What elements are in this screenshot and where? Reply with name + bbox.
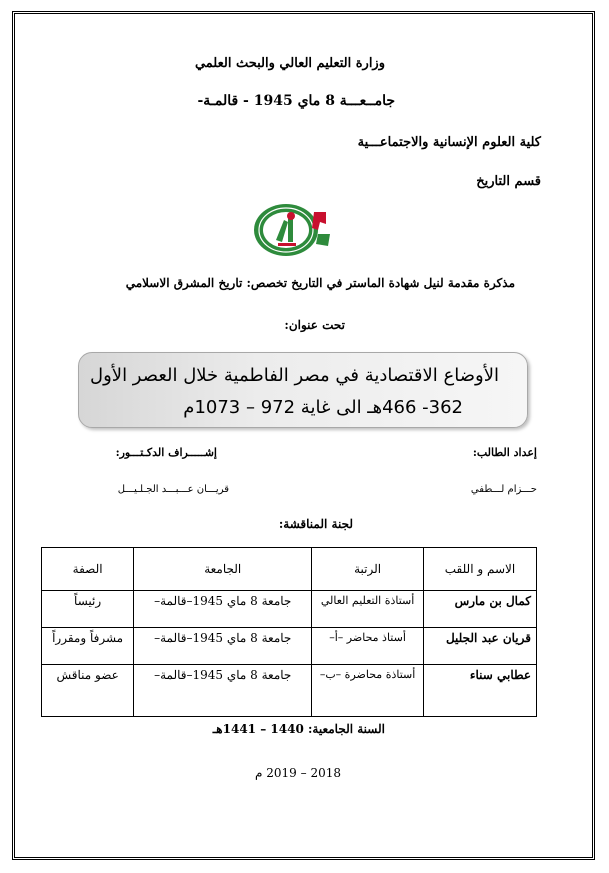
supervisor-name: قريـــان عـــبـــد الجـلـيـــل <box>117 484 229 495</box>
header-university: الجامعة <box>134 548 312 591</box>
header-rank: الرتبة <box>312 548 424 591</box>
under-title-label: تحت عنوان: <box>284 318 345 332</box>
university-line: جامــعـــة 8 ماي 1945 - قالمـة- <box>197 93 395 109</box>
thesis-purpose: مذكرة مقدمة لنيل شهادة الماستر في التاريخ تخصص: تاريخ المشرق الاسلامي <box>125 276 515 290</box>
committee-table <box>41 547 537 717</box>
member-name: قريان عبد الجليل <box>423 628 536 665</box>
member-name: عطابي سناء <box>423 665 536 717</box>
university-emblem-icon <box>248 200 334 260</box>
member-name: كمال بن مارس <box>423 591 536 628</box>
member-rank: أستاذة محاضرة –ب– <box>312 665 424 717</box>
department-line: قسم التاريخ <box>476 174 541 189</box>
committee-label: لجنة المناقشة: <box>278 517 353 531</box>
thesis-title-line1: الأوضاع الاقتصادية في مصر الفاطمية خلال العصر الأول <box>90 365 499 386</box>
member-role: رئيساً <box>42 591 134 628</box>
ministry-line: وزارة التعليم العالي والبحث العلمي <box>194 56 385 71</box>
academic-year-hijri: السنة الجامعية: 1440 – 1441هـ <box>212 722 385 736</box>
academic-year-gregorian: 2018 – 2019 م <box>255 766 341 780</box>
table-row <box>42 591 537 628</box>
member-university: جامعة 8 ماي 1945–قالمة– <box>134 665 312 717</box>
header-name: الاسم و اللقب <box>423 548 536 591</box>
member-rank: أستاذ محاضر –أ– <box>312 628 424 665</box>
member-rank: أستاذة التعليم العالي <box>312 591 424 628</box>
header-role: الصفة <box>42 548 134 591</box>
member-university: جامعة 8 ماي 1945–قالمة– <box>134 628 312 665</box>
faculty-line: كلية العلوم الإنسانية والاجتماعـــية <box>357 135 541 150</box>
table-header-row <box>42 548 537 591</box>
member-role: مشرفاً ومقرراً <box>42 628 134 665</box>
thesis-title-box <box>78 352 528 428</box>
student-name: حـــزام لـــطفي <box>470 484 537 495</box>
prepared-label: إعداد الطالب: <box>472 446 537 459</box>
table-row <box>42 665 537 717</box>
supervision-label: إشـــــراف الدكـتـــور: <box>115 446 217 459</box>
member-university: جامعة 8 ماي 1945–قالمة– <box>134 591 312 628</box>
member-role: عضو مناقش <box>42 665 134 717</box>
thesis-title-line2: 362- 466هـ الى غاية 972 – 1073م <box>183 397 463 418</box>
table-row <box>42 628 537 665</box>
